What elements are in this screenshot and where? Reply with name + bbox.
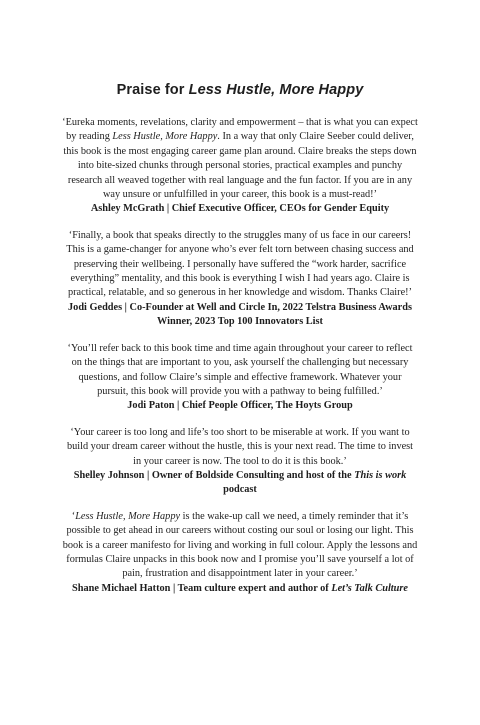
- review-author: Jodi Paton | Chief People Officer, The Hoyts Group: [127, 400, 353, 412]
- quote-book-title: Less Hustle, More Happy: [75, 510, 181, 522]
- quote-text: ‘Eureka moments, revelations, clarity and empowerment – that is what you can expect by reading: [62, 117, 418, 143]
- author-text: podcast: [223, 484, 257, 496]
- title-book-name: Less Hustle, More Happy: [188, 82, 364, 98]
- quote-text: ‘: [71, 510, 76, 522]
- quote-book-title: Less Hustle, More Happy: [112, 131, 218, 143]
- title-prefix: Praise for: [116, 82, 189, 98]
- review-2: [62, 229, 418, 330]
- quote-text: is the wake-up call we need, a timely reminder that it’s possible to get ahead in our careers without costing our soul or losing our light. This book is a career manifesto for living and working in full colour. Apply the lessons and formulas Claire unpacks in this book now and I promise you’ll save yourself a lot of pain, frustration and disappointment later in your career.’: [62, 510, 418, 580]
- review-quote: [62, 116, 418, 202]
- review-5: [62, 510, 418, 596]
- review-3: [62, 342, 418, 414]
- author-book-title: Let’s Talk Culture: [331, 582, 408, 594]
- review-quote: ‘You’ll refer back to this book time and time again throughout your career to reflect on the things that are important to you, ask yourself the challenging but necessary questions, and follow Claire’s simple and effective framework. Whatever your pursuit, this book will provide you with a pathway to being fulfilled.’: [67, 342, 413, 397]
- author-text: Shelley Johnson | Owner of Boldside Consulting and host of the: [73, 469, 355, 481]
- review-quote: ‘Finally, a book that speaks directly to the struggles many of us face in our careers! This is a game-changer for anyone who’s ever felt torn between chasing success and preserving their wellbeing. I personally have suffered the “work harder, sacrifice everything” mentality, and this book is everything I wish I had years ago. Claire is practical, relatable, and so generous in her knowledge and wisdom. Thanks Claire!’: [66, 229, 414, 299]
- page-title: [62, 82, 418, 98]
- review-1: [62, 116, 418, 217]
- review-author: Jodi Geddes | Co-Founder at Well and Circle In, 2022 Telstra Business Awards Winner, 2023 Top 100 Innovators List: [68, 301, 412, 328]
- quote-text: . In a way that only Claire Seeber could deliver, this book is the most engaging career game plan around. Claire breaks the steps down into bite-sized chunks through personal stories, practical examples and punchy research all weaved together with real language and the fun factor. If you are in any way unsure or unfulfilled in your career, this book is a must-read!’: [63, 131, 417, 201]
- podcast-title: This is work: [354, 469, 407, 481]
- review-quote: [62, 510, 418, 582]
- review-4: [62, 426, 418, 498]
- author-text: Shane Michael Hatton | Team culture expert and author of: [72, 582, 332, 594]
- review-author: [62, 469, 418, 498]
- review-author: [62, 582, 418, 596]
- review-author: Ashley McGrath | Chief Executive Officer, CEOs for Gender Equity: [90, 203, 390, 215]
- review-quote: ‘Your career is too long and life’s too short to be miserable at work. If you want to build your dream career without the hustle, this is your next read. The time to invest in your career is now. The tool to do it is this book.’: [66, 426, 414, 467]
